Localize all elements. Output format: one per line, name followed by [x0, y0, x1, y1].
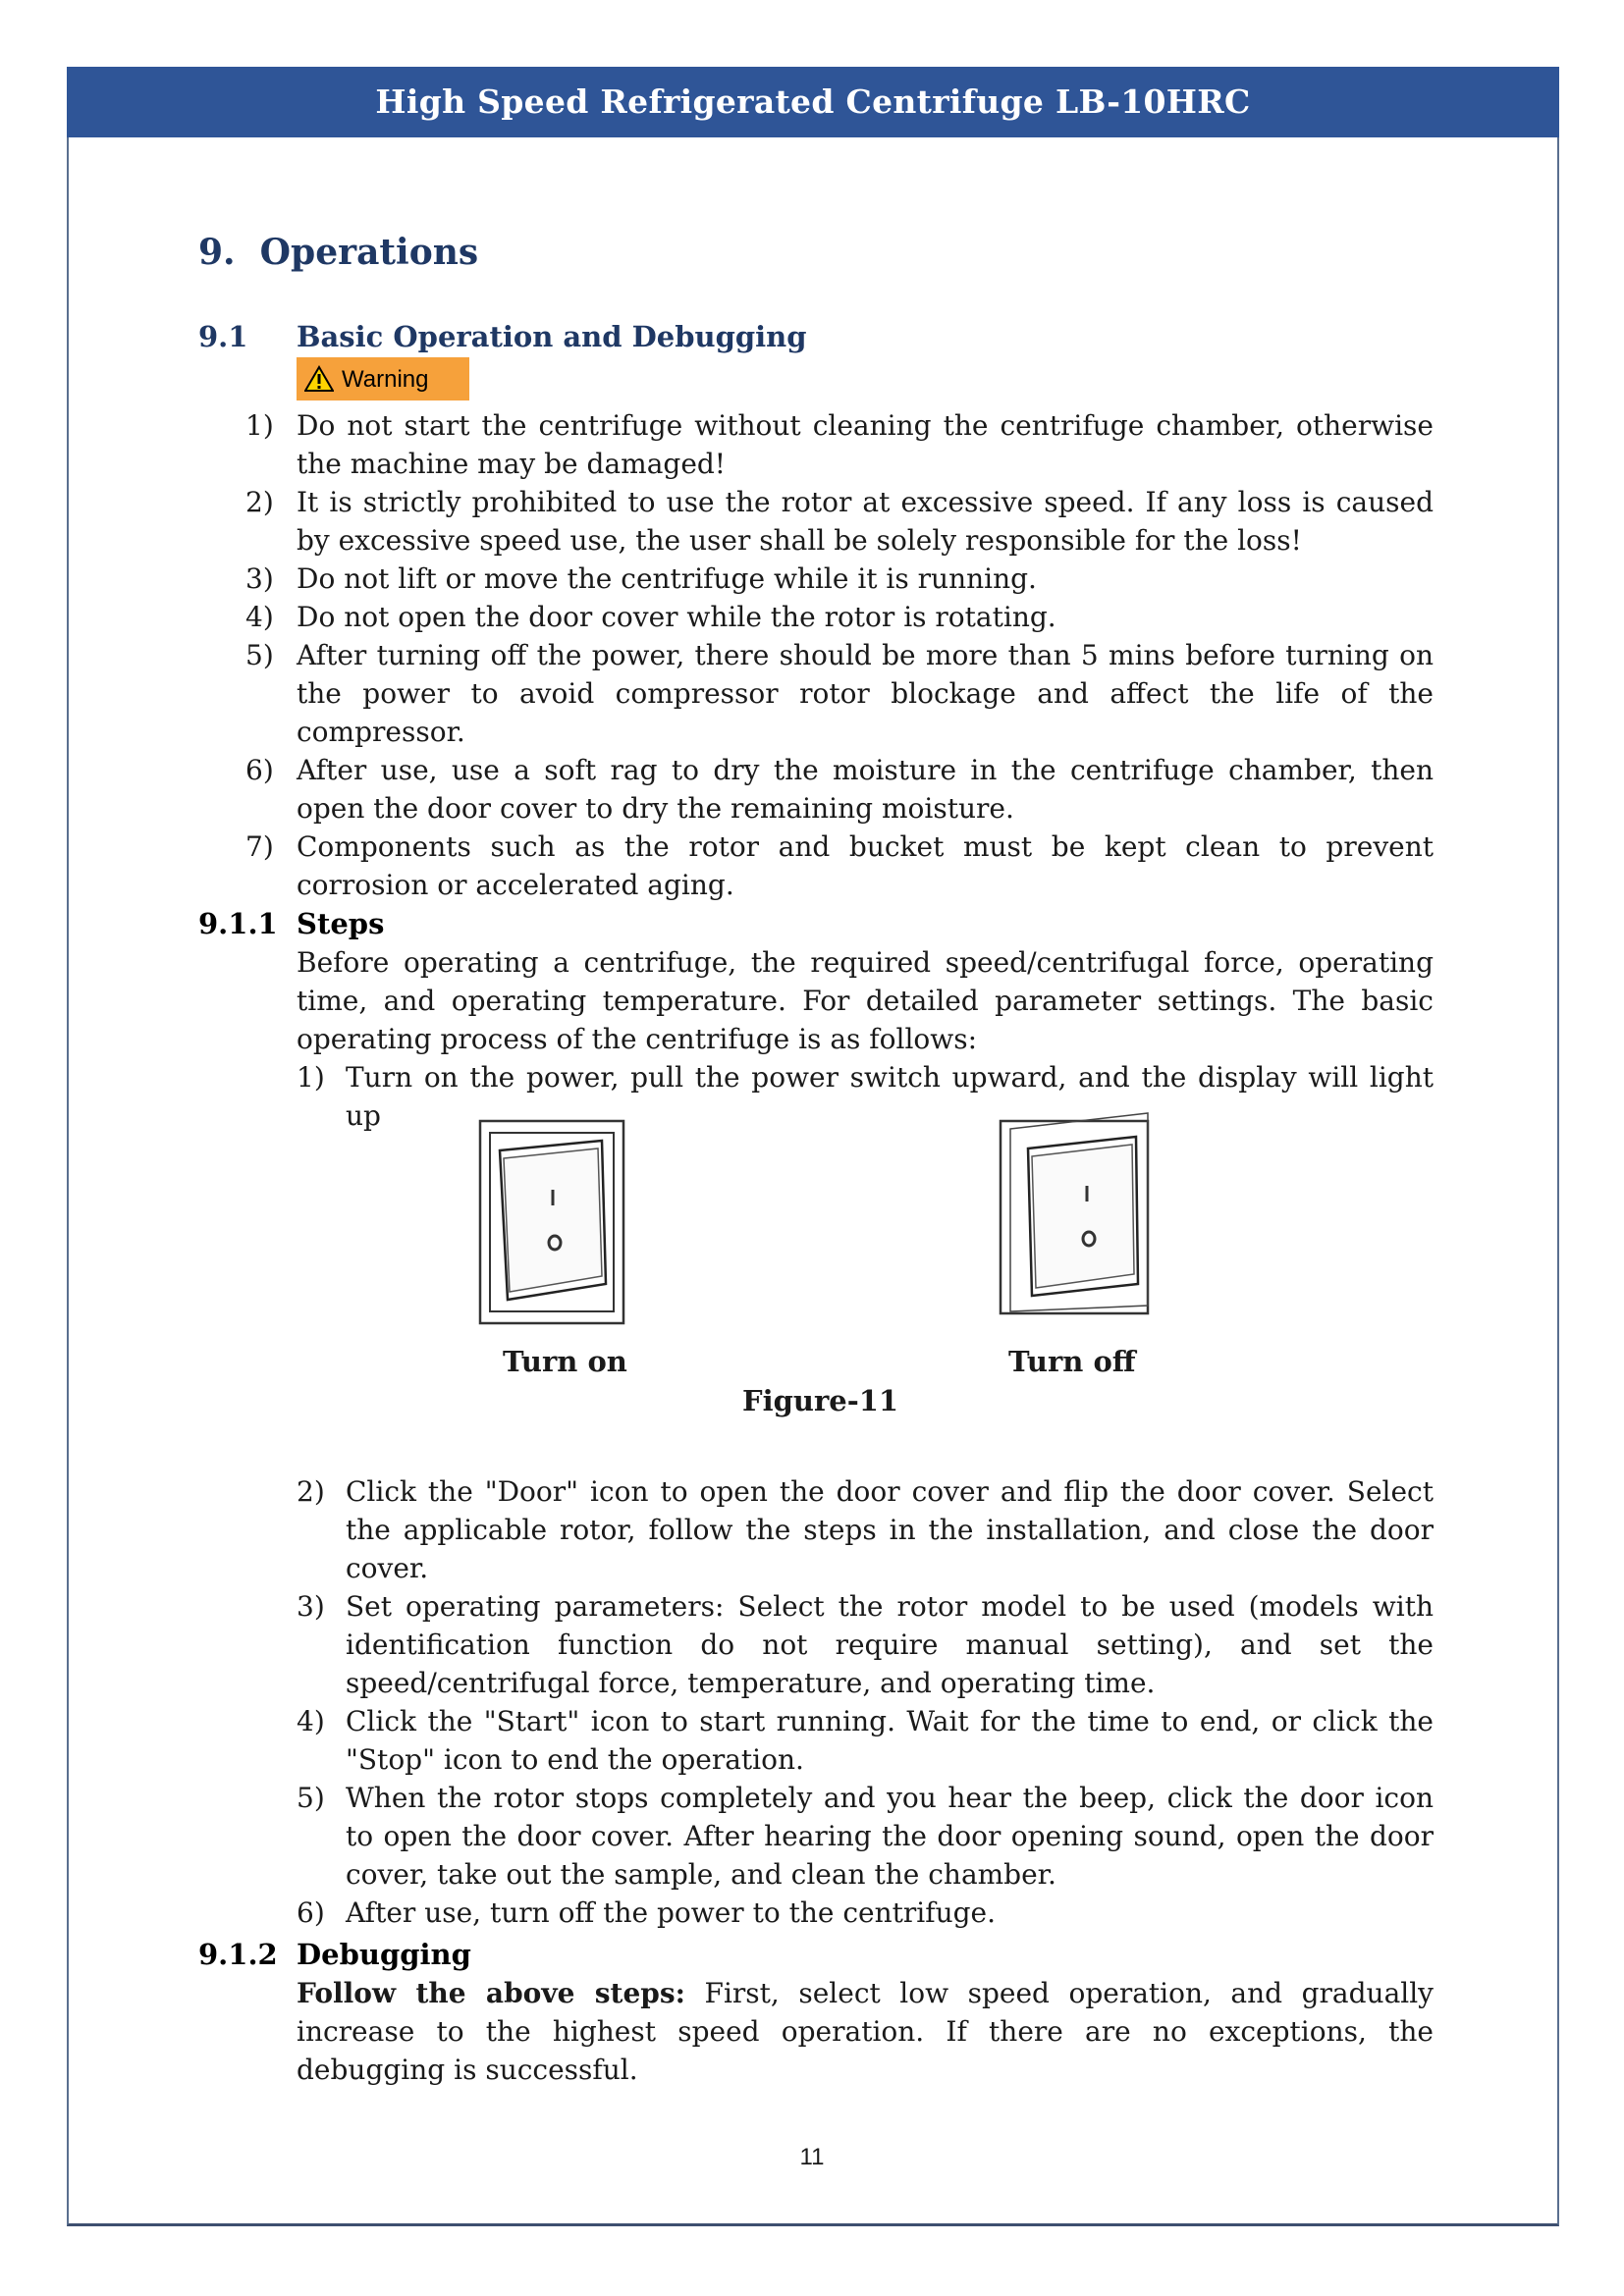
warning-label	[297, 357, 469, 400]
list-item	[198, 483, 1434, 560]
subsection-number: 9.1	[198, 320, 248, 353]
item-number: 2)	[297, 1475, 325, 1508]
debugging-number: 9.1.2	[198, 1938, 278, 1971]
item-number: 3)	[297, 1590, 325, 1623]
item-number: 4)	[245, 601, 274, 633]
figure-caption: Figure-11	[742, 1384, 899, 1417]
list-item	[198, 751, 1434, 828]
item-number: 1)	[297, 1061, 325, 1094]
item-text: Do not start the centrifuge without cleaning the centrifuge chamber, otherwise the machine may be damaged!	[297, 409, 1434, 480]
debugging-paragraph	[297, 1974, 1434, 2089]
item-text: Click the "Door" icon to open the door cover and flip the door cover. Select the applicable rotor, follow the steps in the installation, and close the door cover.	[346, 1475, 1434, 1584]
list-item	[198, 636, 1434, 751]
item-number: 7)	[245, 830, 274, 863]
section-heading	[198, 234, 478, 272]
debugging-title: Debugging	[297, 1938, 471, 1971]
turn-off-caption: Turn off	[1008, 1345, 1136, 1378]
turn-on-caption: Turn on	[503, 1345, 627, 1378]
debugging-text: First, select low speed operation, and gradually increase to the highest speed operation. If there are no exceptions, the debugging is successful.	[297, 1977, 1434, 2086]
item-number: 6)	[245, 754, 274, 786]
list-item	[198, 1779, 1434, 1894]
item-number: 1)	[245, 409, 274, 442]
figure-11	[198, 1119, 1434, 1384]
list-item	[198, 598, 1434, 636]
item-text: Do not open the door cover while the rotor is rotating.	[297, 601, 1056, 633]
list-item	[198, 828, 1434, 904]
list-item	[198, 406, 1434, 483]
list-item	[198, 1587, 1434, 1702]
debugging-lead: Follow the above steps:	[297, 1977, 685, 2009]
item-text: When the rotor stops completely and you hear the beep, click the door icon to open the door cover. After hearing the door opening sound, open the door cover, take out the sample, and clean the chamber.	[346, 1782, 1434, 1891]
steps-heading	[198, 905, 384, 943]
item-text: Components such as the rotor and bucket must be kept clean to prevent corrosion or accelerated aging.	[297, 830, 1434, 901]
warnings-list	[198, 406, 1434, 904]
item-number: 6)	[297, 1896, 325, 1929]
list-item	[198, 1894, 1434, 1932]
section-number: 9.	[198, 232, 236, 273]
item-text: After use, turn off the power to the centrifuge.	[346, 1896, 997, 1929]
page-number: 11	[799, 2144, 825, 2170]
subsection-title: Basic Operation and Debugging	[297, 320, 807, 353]
list-item	[198, 1472, 1434, 1587]
debugging-heading	[198, 1936, 471, 1974]
item-number: 4)	[297, 1705, 325, 1737]
item-number: 3)	[245, 562, 274, 595]
item-text: It is strictly prohibited to use the rotor at excessive speed. If any loss is caused by excessive speed use, the user shall be solely responsible for the loss!	[297, 486, 1434, 557]
subsection-heading	[198, 318, 807, 356]
item-text: Set operating parameters: Select the rotor model to be used (models with identification function do not require manual setting), and set the speed/centrifugal force, temperature, and operating time.	[346, 1590, 1434, 1699]
item-text: Do not lift or move the centrifuge while it is running.	[297, 562, 1037, 595]
steps-title: Steps	[297, 907, 385, 940]
steps-intro: Before operating a centrifuge, the required speed/centrifugal force, operating time, and operating temperature. For detailed parameter settings. The basic operating process of the centrifuge is as follows:	[297, 946, 1434, 1055]
item-number: 5)	[245, 639, 274, 671]
switch-on-illustration	[478, 1119, 625, 1325]
section-title: Operations	[259, 232, 479, 273]
warning-triangle-icon	[304, 365, 334, 393]
item-text: Turn on the power, pull the power switch upward, and the display will light up	[346, 1061, 1434, 1132]
list-item	[198, 560, 1434, 598]
document-header: High Speed Refrigerated Centrifuge LB-10HRC	[67, 67, 1559, 137]
switch-off-illustration	[999, 1109, 1156, 1320]
item-text: Click the "Start" icon to start running. Wait for the time to end, or click the "Stop" icon to end the operation.	[346, 1705, 1434, 1776]
item-number: 2)	[245, 486, 274, 518]
item-text: After turning off the power, there should be more than 5 mins before turning on the power to avoid compressor rotor blockage and affect the life of the compressor.	[297, 639, 1434, 748]
warning-text: Warning	[342, 365, 429, 393]
steps-number: 9.1.1	[198, 907, 278, 940]
list-item	[198, 1702, 1434, 1779]
item-text: After use, use a soft rag to dry the moisture in the centrifuge chamber, then open the door cover to dry the remaining moisture.	[297, 754, 1434, 825]
steps-list	[198, 1472, 1434, 1932]
item-number: 5)	[297, 1782, 325, 1814]
